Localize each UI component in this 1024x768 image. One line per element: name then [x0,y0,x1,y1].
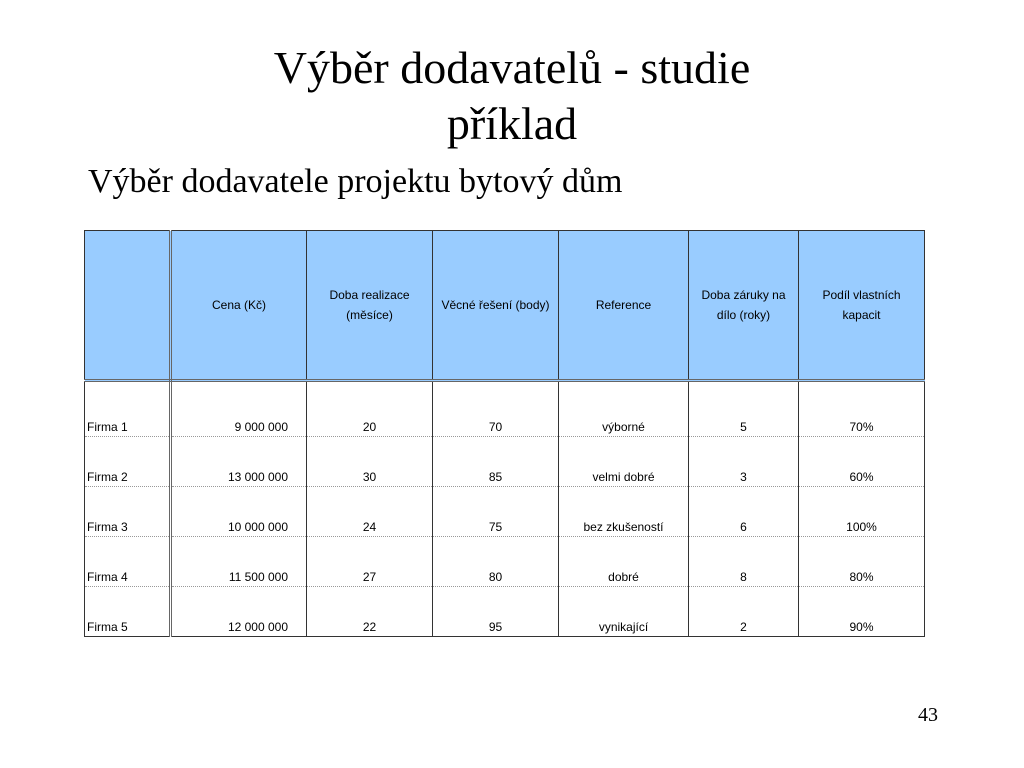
slide-subtitle: Výběr dodavatele projektu bytový dům [88,163,623,200]
cell-solution: 95 [433,587,559,637]
cell-reference: velmi dobré [559,437,689,487]
header-cell-duration: Doba realizace (měsíce) [307,231,433,381]
header-cell-warranty: Doba záruky na dílo (roky) [689,231,799,381]
cell-price: 11 500 000 [171,537,307,587]
header-cell-firm [85,231,171,381]
cell-firm: Firma 1 [85,381,171,437]
table-row [85,587,925,637]
cell-duration: 27 [307,537,433,587]
cell-duration: 22 [307,587,433,637]
cell-reference: výborné [559,381,689,437]
cell-reference: dobré [559,537,689,587]
cell-warranty: 8 [689,537,799,587]
slide-title-line2: příklad [446,98,578,149]
supplier-comparison-table [84,230,925,637]
cell-price: 13 000 000 [171,437,307,487]
cell-solution: 80 [433,537,559,587]
table-row [85,537,925,587]
cell-firm: Firma 4 [85,537,171,587]
cell-warranty: 5 [689,381,799,437]
cell-warranty: 3 [689,437,799,487]
cell-firm: Firma 5 [85,587,171,637]
cell-warranty: 6 [689,487,799,537]
cell-capacity: 60% [799,437,925,487]
cell-duration: 20 [307,381,433,437]
cell-solution: 85 [433,437,559,487]
cell-firm: Firma 3 [85,487,171,537]
cell-reference: vynikající [559,587,689,637]
cell-price: 12 000 000 [171,587,307,637]
page-number: 43 [918,704,938,726]
header-cell-capacity: Podíl vlastních kapacit [799,231,925,381]
cell-capacity: 80% [799,537,925,587]
cell-duration: 24 [307,487,433,537]
table-header-row [85,231,925,381]
header-cell-reference: Reference [559,231,689,381]
cell-capacity: 100% [799,487,925,537]
cell-reference: bez zkušeností [559,487,689,537]
cell-warranty: 2 [689,587,799,637]
header-cell-price: Cena (Kč) [171,231,307,381]
slide-title [0,40,1024,152]
cell-capacity: 70% [799,381,925,437]
cell-duration: 30 [307,437,433,487]
cell-price: 9 000 000 [171,381,307,437]
cell-solution: 70 [433,381,559,437]
table-row [85,437,925,487]
slide-title-line1: Výběr dodavatelů - studie [273,42,751,93]
table-row [85,381,925,437]
cell-capacity: 90% [799,587,925,637]
header-cell-solution: Věcné řešení (body) [433,231,559,381]
cell-firm: Firma 2 [85,437,171,487]
cell-price: 10 000 000 [171,487,307,537]
cell-solution: 75 [433,487,559,537]
table-row [85,487,925,537]
